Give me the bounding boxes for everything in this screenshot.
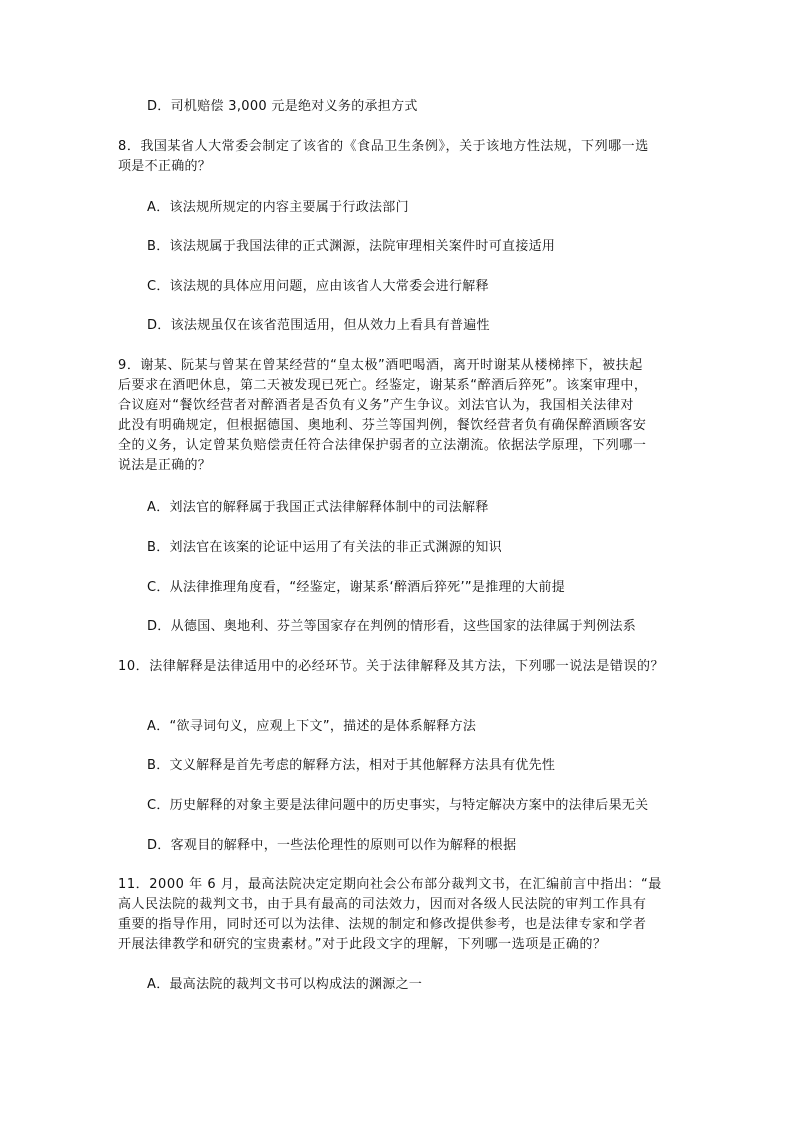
q10-option-c: C．历史解释的对象主要是法律问题中的历史事实，与特定解决方案中的法律后果无关 xyxy=(147,798,649,813)
q9-stem-line: 全的义务，认定曾某负赔偿责任符合法律保护弱者的立法潮流。依据法学原理，下列哪一 xyxy=(118,438,647,453)
q9-stem-line: 合议庭对“餐饮经营者对醉酒者是否负有义务”产生争议。刘法官认为，我国相关法律对 xyxy=(118,398,634,413)
q10-option-b: B．文义解释是首先考虑的解释方法，相对于其他解释方法具有优先性 xyxy=(147,758,556,773)
q11-stem-line: 重要的指导作用，同时还可以为法律、法规的制定和修改提供参考，也是法律专家和学者 xyxy=(118,917,647,932)
q9-stem-line: 说法是正确的？ xyxy=(118,458,212,473)
q9-stem-line: 此没有明确规定，但根据德国、奥地利、芬兰等国判例，餐饮经营者负有确保醉酒顾客安 xyxy=(118,418,647,433)
q11-stem-line: 开展法律教学和研究的宝贵素材。”对于此段文字的理解，下列哪一选项是正确的？ xyxy=(118,937,607,952)
q9-stem-line: 后要求在酒吧休息，第二天被发现已死亡。经鉴定，谢某系“醉酒后猝死”。该案审理中， xyxy=(118,378,648,393)
q10-stem-line: 10．法律解释是法律适用中的必经环节。关于法律解释及其方法，下列哪一说法是错误的？ xyxy=(118,659,665,674)
q7-option-d: D．司机赔偿 3,000 元是绝对义务的承担方式 xyxy=(147,99,418,114)
q8-option-d: D．该法规虽仅在该省范围适用，但从效力上看具有普遍性 xyxy=(147,318,490,333)
q11-stem-line: 高人民法院的裁判文书，由于具有最高的司法效力，因而对各级人民法院的审判工作具有 xyxy=(118,897,647,912)
q9-option-b: B．刘法官在该案的论证中运用了有关法的非正式渊源的知识 xyxy=(147,540,503,555)
q10-option-a: A．“欲寻词句义，应观上下文”，描述的是体系解释方法 xyxy=(147,719,477,734)
q9-stem-line: 9．谢某、阮某与曾某在曾某经营的“皇太极”酒吧喝酒，离开时谢某从楼梯摔下，被扶起 xyxy=(118,358,643,373)
q8-stem-line: 项是不正确的？ xyxy=(118,159,212,174)
q8-stem-line: 8．我国某省人大常委会制定了该省的《食品卫生条例》，关于该地方性法规，下列哪一选 xyxy=(118,139,649,154)
q8-option-b: B．该法规属于我国法律的正式渊源，法院审理相关案件时可直接适用 xyxy=(147,239,556,254)
q10-option-d: D．客观目的解释中，一些法伦理性的原则可以作为解释的根据 xyxy=(147,838,517,853)
q9-option-c: C．从法律推理角度看，“经鉴定，谢某系‘醉酒后猝死’”是推理的大前提 xyxy=(147,580,566,595)
q8-option-c: C．该法规的具体应用问题，应由该省人大常委会进行解释 xyxy=(147,279,489,294)
q8-option-a: A．该法规所规定的内容主要属于行政法部门 xyxy=(147,200,409,215)
q9-option-d: D．从德国、奥地利、芬兰等国家存在判例的情形看，这些国家的法律属于判例法系 xyxy=(147,619,637,634)
q9-option-a: A．刘法官的解释属于我国正式法律解释体制中的司法解释 xyxy=(147,500,489,515)
q11-option-a: A．最高法院的裁判文书可以构成法的渊源之一 xyxy=(147,977,423,992)
q11-stem-line: 11．2000 年 6 月，最高法院决定定期向社会公布部分裁判文书，在汇编前言中指出：“最 xyxy=(118,877,662,892)
